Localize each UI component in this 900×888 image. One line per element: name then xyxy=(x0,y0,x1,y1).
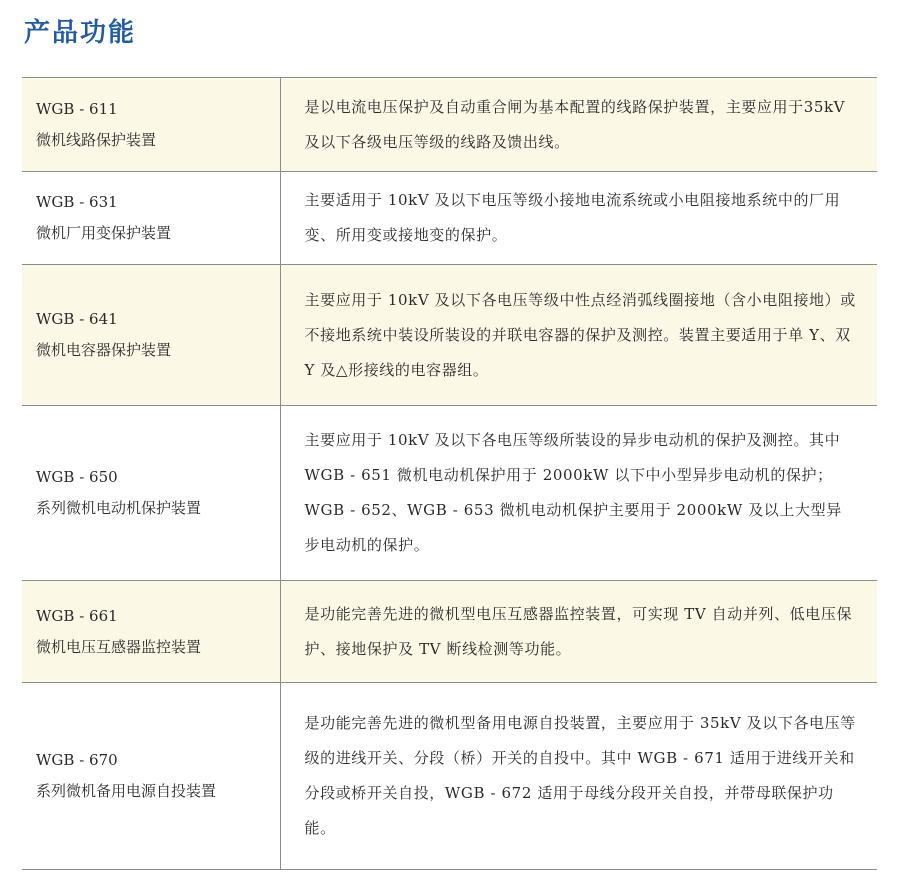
product-name: 微机电容器保护装置 xyxy=(36,341,172,359)
product-code: WGB - 650 xyxy=(36,468,118,486)
product-code: WGB - 631 xyxy=(36,193,118,211)
model-cell xyxy=(22,581,280,683)
product-name: 微机厂用变保护装置 xyxy=(36,224,172,242)
product-name: 微机线路保护装置 xyxy=(36,130,157,149)
product-name: 系列微机备用电源自投装置 xyxy=(36,782,217,800)
product-code: WGB - 661 xyxy=(36,606,118,625)
table-row xyxy=(22,265,877,406)
table-row xyxy=(22,406,877,581)
product-description: 主要应用于 10kV 及以下各电压等级中性点经消弧线圈接地（含小电阻接地）或不接地系统中装设所装设的并联电容器的保护及测控。装置主要适用于单 Y、双 Y 及△形接线的电容器组。 xyxy=(280,265,877,406)
model-cell xyxy=(22,78,280,172)
product-name: 微机电压互感器监控装置 xyxy=(36,637,202,656)
table-row xyxy=(22,78,877,172)
product-name: 系列微机电动机保护装置 xyxy=(36,499,202,517)
page-title: 产品功能 xyxy=(24,18,137,48)
product-description: 是以电流电压保护及自动重合闸为基本配置的线路保护装置，主要应用于35kV 及以下各级电压等级的线路及馈出线。 xyxy=(280,78,877,172)
table-row xyxy=(22,581,877,683)
model-cell xyxy=(22,172,280,265)
model-cell xyxy=(22,683,280,870)
table-row xyxy=(22,683,877,870)
table-row xyxy=(22,172,877,265)
model-cell xyxy=(22,406,280,581)
product-description: 是功能完善先进的微机型电压互感器监控装置，可实现 TV 自动并列、低电压保护、接地保护及 TV 断线检测等功能。 xyxy=(280,581,877,683)
product-code: WGB - 670 xyxy=(36,751,118,769)
product-description: 主要应用于 10kV 及以下各电压等级所装设的异步电动机的保护及测控。其中 WGB - 651 微机电动机保护用于 2000kW 以下中小型异步电动机的保护；WGB - 652、WGB - 653 微机电动机保护主要用于 2000kW 及以上大型异步电动机的保护。 xyxy=(304,431,842,554)
product-function-table xyxy=(22,77,877,870)
product-code: WGB - 641 xyxy=(36,310,118,328)
model-cell xyxy=(22,265,280,406)
product-description: 是功能完善先进的微机型备用电源自投装置，主要应用于 35kV 及以下各电压等级的进线开关、分段（桥）开关的自投中。其中 WGB - 671 适用于进线开关和分段或桥开关自投，WGB - 672 适用于母线分段开关自投，并带母联保护功能。 xyxy=(304,714,856,837)
product-description: 主要适用于 10kV 及以下电压等级小接地电流系统或小电阻接地系统中的厂用变、所用变或接地变的保护。 xyxy=(304,191,841,244)
product-code: WGB - 611 xyxy=(36,99,118,118)
